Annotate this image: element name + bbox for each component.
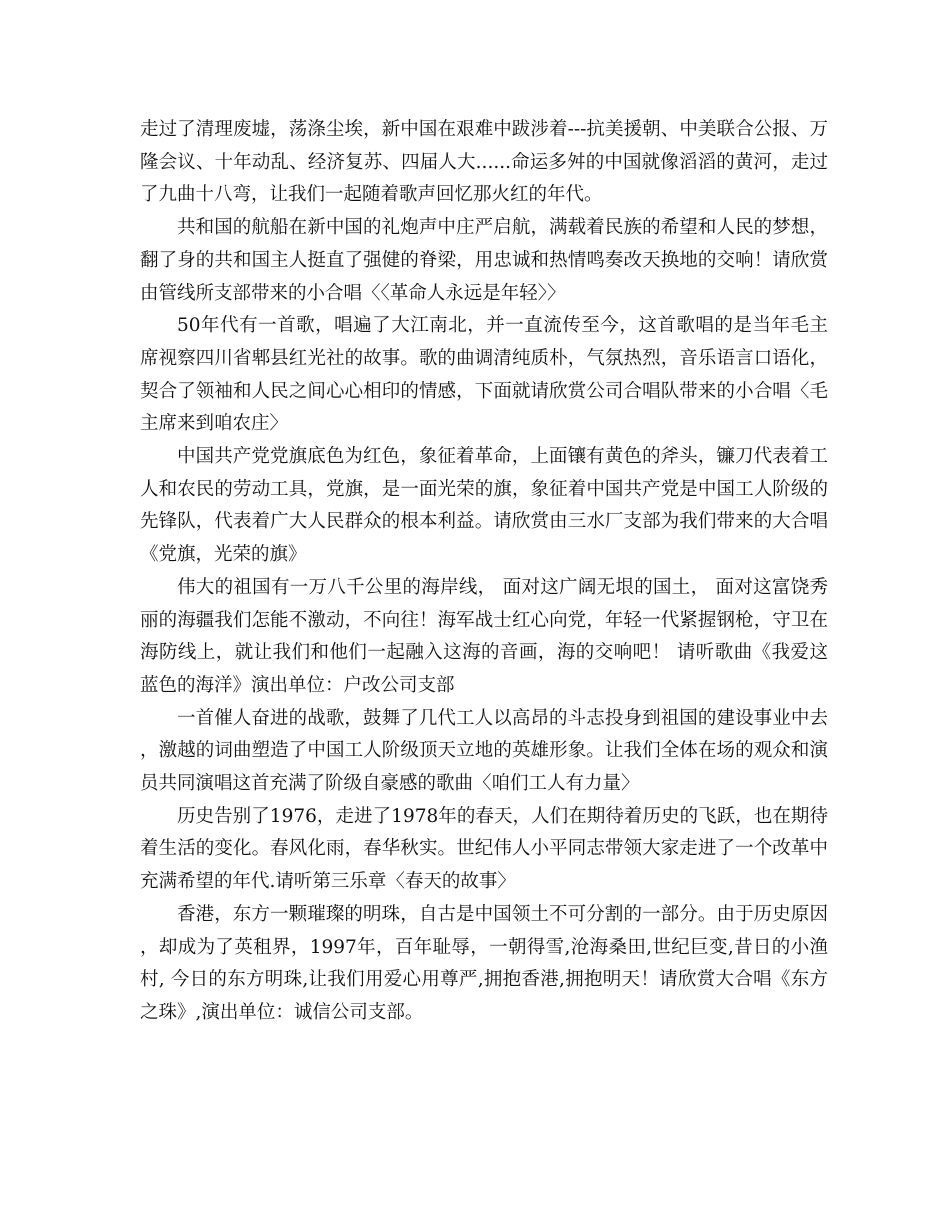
paragraph-1: 走过了清理废墟，荡涤尘埃，新中国在艰难中跋涉着---抗美援朝、中美联合公报、万隆会议、十年动乱、经济复苏、四届人大......命运多舛的中国就像滔滔的黄河，走过了九曲十八弯，让我们一起随着歌声回忆那火红的年代。 (140, 119, 828, 206)
paragraph-2: 共和国的航船在新中国的礼炮声中庄严启航，满载着民族的希望和人民的梦想，翻了身的共和国主人挺直了强健的脊梁，用忠诚和热情鸣奏改天换地的交响！请欣赏由管线所支部带来的小合唱〈〈革命人永远是年轻〉〉 (140, 217, 828, 304)
paragraph-6: 一首催人奋进的战歌，鼓舞了几代工人以高昂的斗志投身到祖国的建设事业中去，激越的词曲塑造了中国工人阶级顶天立地的英雄形象。让我们全体在场的观众和演员共同演唱这首充满了阶级自豪感的歌曲〈咱们工人有力量〉 (140, 707, 828, 795)
paragraph-3: 50年代有一首歌，唱遍了大江南北，并一直流传至今，这首歌唱的是当年毛主席视察四川省郫县红光社的故事。歌的曲调清纯质朴，气氛热烈，音乐语言口语化，契合了领袖和人民之间心心相印的情感，下面就请欣赏公司合唱队带来的小合唱〈毛主席来到咱农庄〉 (140, 315, 828, 435)
paragraph-5: 伟大的祖国有一万八千公里的海岸线， 面对这广阔无垠的国土， 面对这富饶秀丽的海疆我们怎能不激动，不向往！海军战士红心向党，年轻一代紧握钢枪，守卫在海防线上，就让我们和他们一起融入这海的音画，海的交响吧！ 请听歌曲《我爱这蓝色的海洋》演出单位：户改公司支部 (140, 576, 828, 696)
paragraph-8: 香港，东方一颗璀璨的明珠，自古是中国领土不可分割的一部分。由于历史原因，却成为了英租界，1997年，百年耻辱，一朝得雪,沧海桑田,世纪巨变,昔日的小渔村, 今日的东方明珠,让我们用爱心用尊严,拥抱香港,拥抱明天！请欣赏大合唱《东方之珠》,演出单位：诚信公司支部。 (140, 903, 828, 1023)
paragraph-4: 中国共产党党旗底色为红色，象征着革命，上面镶有黄色的斧头，镰刀代表着工人和农民的劳动工具，党旗，是一面光荣的旗，象征着中国共产党是中国工人阶级的先锋队，代表着广大人民群众的根本利益。请欣赏由三水厂支部为我们带来的大合唱《党旗，光荣的旗》 (140, 446, 828, 566)
document-page (140, 114, 828, 1030)
paragraph-7: 历史告别了1976，走进了1978年的春天，人们在期待着历史的飞跃，也在期待着生活的变化。春风化雨，春华秋实。世纪伟人小平同志带领大家走进了一个改革中充满希望的年代.请听第三乐章〈春天的故事〉 (140, 805, 828, 893)
